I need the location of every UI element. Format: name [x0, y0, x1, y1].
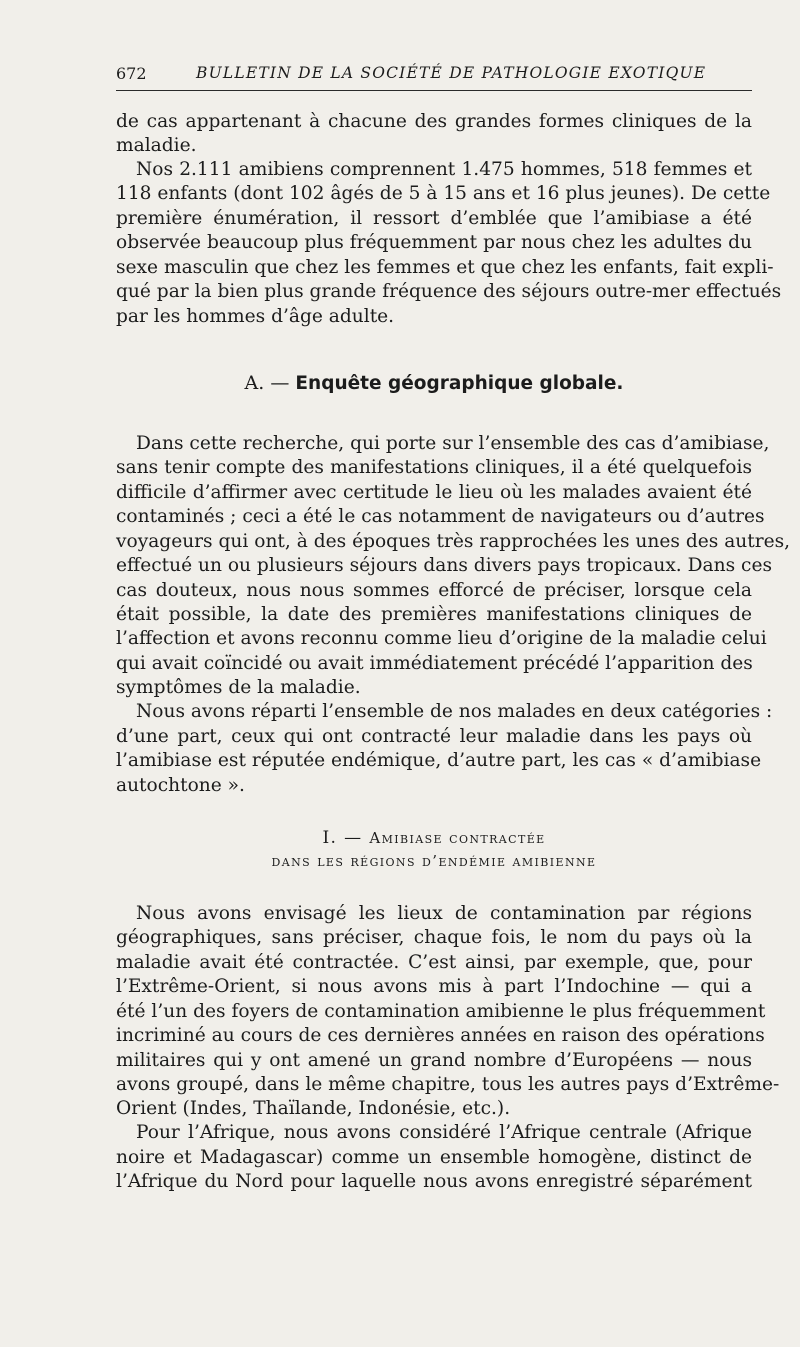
text-line: voyageurs qui ont, à des époques très rapprochées les unes des autres, [116, 531, 791, 552]
text-line: l’amibiase est réputée endémique, d’autre part, les cas « d’amibiase [116, 750, 762, 771]
text-line: Nos 2.111 amibiens comprennent 1.475 hommes, 518 femmes et [136, 159, 752, 180]
text-line: effectué un ou plusieurs séjours dans divers pays tropicaux. Dans ces [116, 555, 773, 576]
running-title: BULLETIN DE LA SOCIÉTÉ DE PATHOLOGIE EXOTIQUE [196, 64, 707, 82]
text-line: été l’un des foyers de contamination amibienne le plus fréquemment [116, 1001, 766, 1022]
running-header [116, 64, 752, 91]
text-line: contaminés ; ceci a été le cas notamment de navigateurs ou d’autres [116, 506, 765, 527]
text-line: avons groupé, dans le même chapitre, tous les autres pays d’Extrême- [116, 1074, 780, 1095]
text-line: d’une part, ceux qui ont contracté leur maladie dans les pays où [116, 726, 752, 747]
text-line: qui avait coïncidé ou avait immédiatement précédé l’apparition des [116, 653, 753, 674]
section-heading-line1: Amibiase contractée [369, 829, 546, 847]
text-line: par les hommes d’âge adulte. [116, 306, 395, 327]
text-line: géographiques, sans préciser, chaque fois, le nom du pays où la [116, 927, 752, 948]
section-heading-title: Enquête géographique globale. [295, 373, 624, 394]
text-line: symptômes de la maladie. [116, 677, 361, 698]
text-line: cas douteux, nous nous sommes efforcé de préciser, lorsque cela [116, 580, 752, 601]
text-line: l’Afrique du Nord pour laquelle nous avons enregistré séparément [116, 1171, 752, 1192]
text-line: sans tenir compte des manifestations cliniques, il a été quelquefois [116, 457, 752, 478]
section-heading-prefix: I. — [322, 828, 370, 848]
text-line: 118 enfants (dont 102 âgés de 5 à 15 ans et 16 plus jeunes). De cette [116, 183, 771, 204]
section-heading-a [116, 372, 752, 394]
text-line: première énumération, il ressort d’emblée que l’amibiase a été [116, 208, 752, 229]
text-line: incriminé au cours de ces dernières années en raison des opérations [116, 1025, 765, 1046]
text-line: de cas appartenant à chacune des grandes formes cliniques de la [116, 111, 752, 132]
section-heading-line2: dans les régions d’endémie amibienne [271, 852, 597, 870]
text-line: Nous avons réparti l’ensemble de nos malades en deux catégories : [136, 701, 773, 722]
text-line: noire et Madagascar) comme un ensemble homogène, distinct de [116, 1147, 752, 1168]
section-heading-prefix: A. — [244, 372, 296, 394]
text-line: qué par la bien plus grande fréquence des séjours outre-mer effectués [116, 281, 782, 302]
page-number: 672 [116, 64, 147, 83]
text-line: maladie avait été contractée. C’est ainsi, par exemple, que, pour [116, 952, 752, 973]
text-line: difficile d’affirmer avec certitude le lieu où les malades avaient été [116, 482, 752, 503]
text-line: militaires qui y ont amené un grand nombre d’Européens — nous [116, 1050, 752, 1071]
text-line: l’Extrême-Orient, si nous avons mis à part l’Indochine — qui a [116, 976, 752, 997]
text-line: l’affection et avons reconnu comme lieu d’origine de la maladie celui [116, 628, 767, 649]
text-line: Nous avons envisagé les lieux de contamination par régions [136, 903, 752, 924]
text-line: Pour l’Afrique, nous avons considéré l’Afrique centrale (Afrique [136, 1122, 752, 1143]
text-line: était possible, la date des premières manifestations cliniques de [116, 604, 752, 625]
text-line: autochtone ». [116, 775, 245, 796]
text-line: Orient (Indes, Thaïlande, Indonésie, etc.). [116, 1098, 511, 1119]
text-line: Dans cette recherche, qui porte sur l’ensemble des cas d’amibiase, [136, 433, 770, 454]
text-line: sexe masculin que chez les femmes et que chez les enfants, fait expli- [116, 257, 774, 278]
section-heading-1 [116, 828, 752, 848]
text-line: maladie. [116, 135, 197, 156]
text-line: observée beaucoup plus fréquemment par nous chez les adultes du [116, 232, 752, 253]
